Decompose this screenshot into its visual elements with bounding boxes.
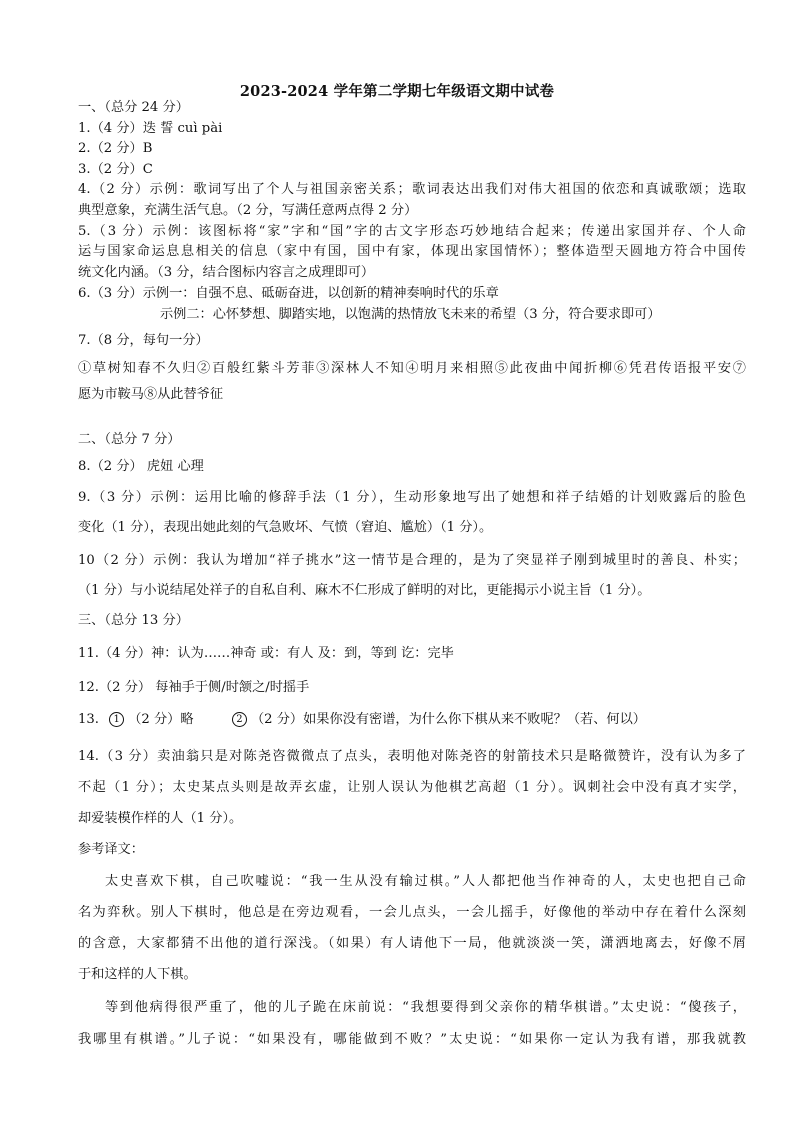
section-2-heading: 二、（总分 7 分）: [78, 432, 181, 447]
answer-line: 统文化内涵。（3 分，结合图标内容言之成理即可）: [78, 265, 375, 280]
answer-line: 4.（2 分）示例：歌词写出了个人与祖国亲密关系；歌词表达出我们对伟大祖国的依恋和真诚歌颂；选取: [78, 182, 746, 197]
answer-line: 14.（3 分）卖油翁只是对陈尧咨微微点了点头，表明他对陈尧咨的射箭技术只是略微赞许，没有认为多了: [78, 749, 746, 764]
answer-line: 10（2 分）示例：我认为增加“祥子挑水”这一情节是合理的，是为了突显祥子刚到城里时的善良、朴实；: [78, 553, 746, 568]
answer-line: 11.（4 分）神：认为……神奇 或：有人 及：到，等到 讫：完毕: [78, 646, 454, 661]
answer-line: 9.（3 分）示例：运用比喻的修辞手法（1 分），生动形象地写出了她想和祥子结婚的计划败露后的脸色: [78, 490, 746, 505]
document-title: 2023-2024 学年第二学期七年级语文期中试卷: [239, 83, 555, 100]
q13-part-2: （2 分）如果你没有密谱，为什么你下棋从来不败呢？（若、何以）: [250, 712, 646, 727]
answer-line: 却爱装模作样的人（1 分）。: [78, 811, 243, 826]
answer-line: 8.（2 分） 虎妞 心理: [78, 459, 204, 474]
translation-line: 于和这样的人下棋。: [78, 967, 197, 982]
translation-heading: 参考译文：: [78, 842, 144, 857]
answer-line: 典型意象，充满生活气息。（2 分，写满任意两点得 2 分）: [78, 203, 418, 218]
answer-line: 12.（2 分） 每袖手于侧/时颔之/时摇手: [78, 680, 310, 695]
translation-line: 名为弈秋。别人下棋时，他总是在旁边观看，一会儿点头，一会儿摇手，好像他的举动中存在着什么深刻: [78, 905, 746, 920]
section-1-heading: 一、（总分 24 分）: [78, 100, 189, 115]
translation-line: 太史喜欢下棋，自己吹嘘说：“我一生从没有输过棋。”人人都把他当作神奇的人，太史也把自己命: [105, 874, 746, 889]
answer-line: 6.（3 分）示例一：自强不息、砥砺奋进，以创新的精神奏响时代的乐章: [78, 286, 499, 301]
q13-part-1: （2 分）略: [128, 712, 194, 727]
answer-line: 7.（8 分，每句一分）: [78, 333, 209, 348]
q13-prefix: 13.: [78, 712, 99, 727]
translation-line: 等到他病得很严重了，他的儿子跪在床前说：“我想要得到父亲你的精华棋谱。”太史说：“傻孩子，: [105, 1000, 746, 1015]
translation-line: 我哪里有棋谱。”儿子说：“如果没有，哪能做到不败？”太史说：“如果你一定认为我有谱，那我就教: [78, 1032, 746, 1047]
answer-line: 3.（2 分）C: [78, 162, 153, 177]
q13-mark-2: 2: [232, 712, 247, 727]
answer-line: 变化（1 分），表现出她此刻的气急败坏、气愤（窘迫、尴尬）（1 分）。: [78, 520, 493, 535]
answer-line: （1 分）与小说结尾处祥子的自私自利、麻木不仁形成了鲜明的对比，更能揭示小说主旨（1 分）。: [78, 583, 651, 598]
answer-line: 不起（1 分）；太史某点头则是故弄玄虚，让别人误认为他棋艺高超（1 分）。讽刺社会中没有真才实学，: [78, 780, 746, 795]
answer-line: 1.（4 分）迭 誓 cuì pài: [78, 121, 223, 136]
translation-line: 的含意，大家都猜不出他的道行深浅。（如果）有人请他下一局，他就淡淡一笑，潇洒地离去，好像不屑: [78, 936, 746, 951]
answer-line: 愿为市鞍马⑧从此替爷征: [78, 387, 224, 402]
answer-line: 5.（3 分）示例：该图标将“家”字和“国”字的古文字形态巧妙地结合起来；传递出家国并存、个人命: [78, 224, 746, 239]
answer-line: 示例二：心怀梦想、脚踏实地，以饱满的热情放飞未来的希望（3 分，符合要求即可）: [160, 307, 661, 322]
q13-mark-1: 1: [109, 712, 124, 727]
answer-line-q13: [78, 712, 746, 727]
answer-line: 运与国家命运息息相关的信息（家中有国，国中有家，体现出家国情怀）；整体造型天圆地方符合中国传: [78, 244, 746, 259]
answer-line: ①草树知春不久归②百般红紫斗芳菲③深林人不知④明月来相照⑤此夜曲中闻折柳⑥凭君传语报平安⑦: [78, 361, 746, 376]
answer-line: 2.（2 分）B: [78, 141, 153, 156]
section-3-heading: 三、（总分 13 分）: [78, 613, 189, 628]
